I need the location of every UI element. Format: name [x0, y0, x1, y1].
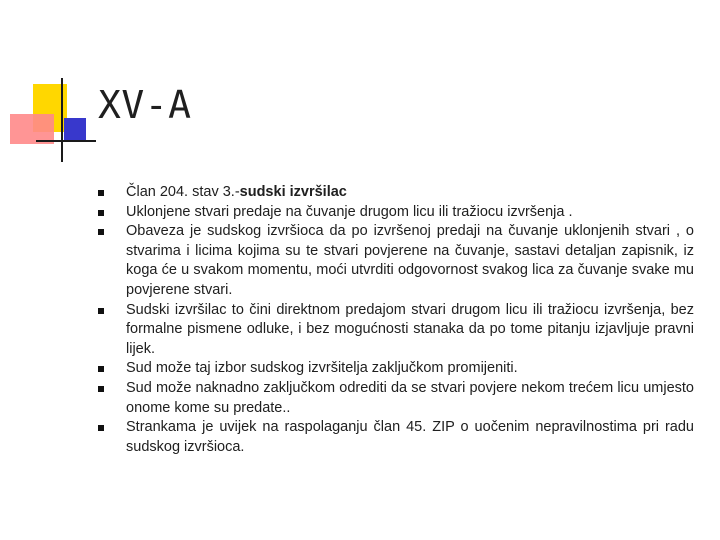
square-bullet-icon: [98, 386, 104, 392]
list-item: [96, 183, 694, 203]
square-bullet-icon: [98, 190, 104, 196]
square-bullet-icon: [98, 366, 104, 372]
deco-red-square: [10, 114, 54, 144]
deco-blue-square: [64, 118, 86, 142]
square-bullet-icon: [98, 308, 104, 314]
list-item-text: Strankama je uvijek na raspolaganju član 45. ZIP o uočenim nepravilnostima pri radu sudskog izvršioca.: [126, 419, 694, 455]
list-item-bold: sudski izvršilac: [239, 184, 347, 200]
list-item: [96, 418, 694, 457]
decorative-corner-graphic: [0, 0, 110, 170]
list-item-text: Obaveza je sudskog izvršioca da po izvršenoj predaji na čuvanje uklonjenih stvari , o stvarima i licima kojima su te stvari povjerene na čuvanje, sastavi detaljan zapisnik, iz koga će u svakom momentu, moći utvrditi odgovornost svakog lica za čuvanje svake mu povjerene stvari.: [126, 223, 694, 298]
list-item-text: Sud može taj izbor sudskog izvršitelja zaključkom promijeniti.: [126, 360, 518, 377]
list-item-text: Sudski izvršilac to čini direktnom predajom stvari drugom licu ili tražiocu izvršenja, bez formalne pismene odluke, i bez mogućnosti stanaka da po tome pitanju izjavljuje pravni lijek.: [126, 301, 694, 357]
square-bullet-icon: [98, 210, 104, 216]
list-item-text: Uklonjene stvari predaje na čuvanje drugom licu ili tražiocu izvršenja .: [126, 203, 573, 220]
list-item: [96, 222, 694, 300]
list-item: [96, 379, 694, 418]
bullet-list: [96, 183, 694, 457]
square-bullet-icon: [98, 229, 104, 235]
list-item: [96, 203, 694, 223]
list-item-text: Sud može naknadno zaključkom odrediti da se stvari povjere nekom trećem licu umjesto onome kome su predate..: [126, 379, 694, 416]
list-item: [96, 301, 694, 360]
list-item: [96, 359, 694, 379]
list-item-prefix: Član 204. stav 3.-: [126, 184, 240, 200]
slide-title: XV-A: [98, 83, 192, 127]
square-bullet-icon: [98, 425, 104, 431]
